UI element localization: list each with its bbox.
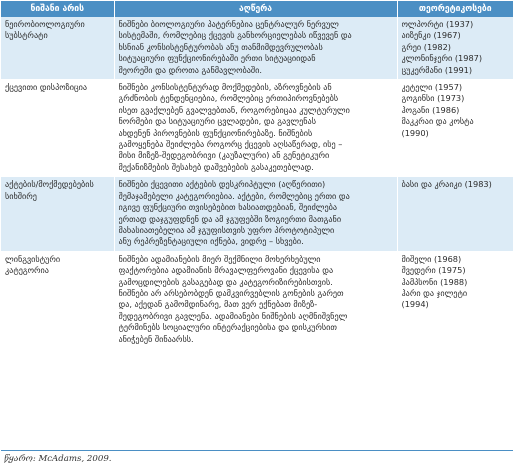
description-cell [114, 80, 397, 177]
bottom-rule [1, 450, 513, 451]
description-cell [114, 177, 397, 251]
description-line: მეორეში და დროთა განმავლობაში. [118, 64, 262, 75]
description-line: ახდენენ პიროვნების ფუნქციონირებაზე. ნიშნების [118, 127, 313, 138]
table-row [1, 80, 513, 177]
theorists-cell [397, 17, 513, 80]
theorists-line: ჰოგანი (1986) [401, 104, 460, 115]
concept-cell [1, 80, 114, 177]
description-line: მახასიათებელია ამ ჯგუფისთვის უფრო პროტოტიპული [118, 224, 335, 235]
concept-cell [1, 177, 114, 251]
traits-table-wrapper [1, 1, 513, 349]
theorists-line: ჰარი და ჯილეტი [401, 287, 468, 298]
header-theorists: თეორეტიკოსები [397, 1, 513, 17]
concept-line: სიხშირე [5, 190, 37, 201]
table-row [1, 177, 513, 251]
theorists-cell [397, 80, 513, 177]
theorists-line: გოგინსი (1973) [401, 93, 465, 104]
description-line: მისი მიზეზ-შედეგობრივი (კაუზალური) ან გენეტიკური [118, 150, 330, 161]
concept-line: სუბსტრატი [5, 30, 48, 41]
concept-cell [1, 17, 114, 80]
header-trait-is: ნიშანი არის [1, 1, 114, 17]
concept-line: აქტების/მოქმედებების [5, 179, 94, 190]
theorists-cell [397, 177, 513, 251]
description-line: ნიშნები ბიოლოგიური პატერნებია ცენტრალურ ნერვულ [118, 19, 339, 29]
description-line: გამოცდილების გასაგებად და კატეგორიზირებისთვის. [118, 276, 333, 287]
description-line: ერთად დაჯგუფდნენ და ამ ჯგუფებში ზოგიერთი მათგანი [118, 213, 342, 224]
description-line: ნიშნები ადამიანების მიერ შექმნილი მოხერხებული [118, 253, 321, 264]
table-header-row [1, 1, 513, 17]
header-description: აღწერა [114, 1, 397, 17]
theorists-line: ცუკერმანი (1991) [401, 64, 473, 75]
description-line: ნორმები და სიტუაციური ცვლადები, და გავლენას [118, 116, 316, 127]
theorists-line: ბასი და კრაიკი (1983) [401, 179, 492, 190]
concept-line: კატეგორია [5, 265, 49, 276]
traits-table [1, 1, 513, 349]
description-line: ფაქტორებია ადამიანის მრავალფეროვანი ქცევისა და [118, 265, 334, 276]
description-line: ისეთ გვაქლებენ გვალვებთან, როგორებიცაა კულტურული [118, 104, 350, 115]
theorists-line: აიზენკი (1967) [401, 30, 461, 41]
description-line: ნიშნები არ არსებობდენ დამკვირვებლის გონების გარეთ [118, 287, 344, 298]
theorists-line: შვედერი (1975) [401, 265, 466, 276]
theorists-line: ოლპორტი (1937) [401, 19, 474, 29]
theorists-line: ჰამპსონი (1988) [401, 276, 468, 287]
theorists-cell [397, 251, 513, 348]
concept-cell [1, 251, 114, 348]
description-line: ნიშნები კონსისტენტურად მოქმედების, აზროვნების ან [118, 82, 332, 93]
theorists-line: მაკკრაი და კოსტა [401, 116, 474, 127]
description-cell [114, 17, 397, 80]
description-line: გამოყენება შეიძლება როგორც ქცევის აღსაწერად, ისე – [118, 139, 343, 150]
description-line: სიტუაციური ფუნქციონირებაში ერთი სიტუაციიდან [118, 53, 316, 64]
description-cell [114, 251, 397, 348]
theorists-line: (1990) [401, 127, 429, 138]
concept-line: ნეირობიოლოგიური [5, 19, 85, 29]
description-line: ხსნიან კონსისტენტურობას ანუ თანმიმდევრულობას [118, 41, 323, 52]
source-note: წყარო: McAdams, 2009. [4, 454, 112, 464]
concept-line: ლინგვისტური [5, 253, 61, 264]
concept-line: ქცევითი დისპოზიცია [5, 82, 88, 93]
description-line: ნიშნები ქცევითი აქტების დესკრიპტული (აღწერითი) [118, 179, 326, 190]
description-line: გრძნობის ტენდენციებია, რომლებიც ერთიპიროვნებებს [118, 93, 339, 104]
description-line: სისტემაში, რომლებიც ქცევის განხორციელებას იწვევენ და [118, 30, 352, 41]
table-row [1, 251, 513, 348]
description-line: შემაჯამებელი კატეგორიებია. აქტები, რომლებიც ერთი და [118, 190, 350, 201]
theorists-line: (1994) [401, 299, 429, 310]
description-line: მექანიზმების შესახებ დაშვებების გასაკეთებლად. [118, 161, 314, 172]
theorists-line: კლონინჯერი (1987) [401, 53, 483, 64]
description-line: შედეგობრივი გავლენა. ადამიანები ნიშნების აღმნიშვნელ [118, 310, 348, 321]
description-line: იგივე ფუნქციური თვისებებით ხასიათდებიან, შეიძლება [118, 202, 338, 213]
description-line: ანიჭებენ შინაარსს. [118, 333, 194, 344]
theorists-line: გრეი (1982) [401, 41, 451, 52]
description-line: ანუ რეპრეზენტაციული იქნება, ვიდრე – სხვები. [118, 236, 304, 247]
description-line: და, აქედან გამომდინარე, მათ ვერ ექნებათ მიზეზ- [118, 299, 318, 310]
description-line: ტერმინებს სოციალური ინტერაქციებისა და დისკურსით [118, 322, 337, 333]
theorists-line: კეტელი (1957) [401, 82, 463, 93]
table-row [1, 17, 513, 80]
theorists-line: მიშელი (1968) [401, 253, 462, 264]
